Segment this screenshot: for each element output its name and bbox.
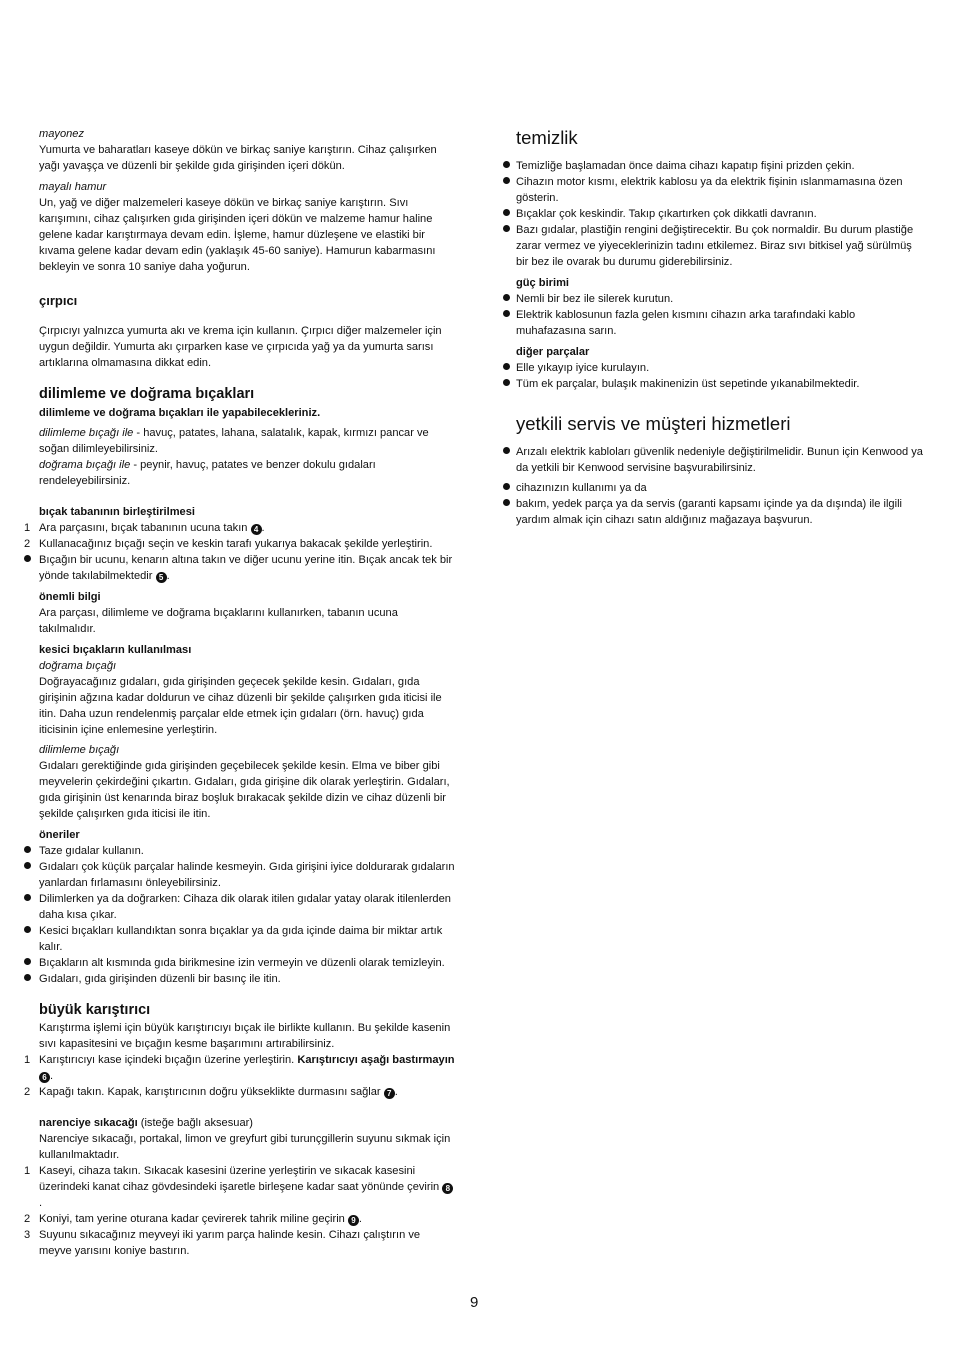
buyuk-text: Karıştırma işlemi için büyük karıştırıcıyı bıçak ile birlikte kullanın. Bu şekilde kasenin sıvı kapasitesini ve bıçağın kesme başarımını artırabilirsiniz. (39, 1022, 451, 1050)
bullet-icon (24, 843, 31, 859)
step-text: Kullanacağınız bıçağı seçin ve keskin tarafı yukarıya bakacak şekilde yerleştirin. (39, 538, 433, 550)
step-text: Kapağı takın. Kapak, karıştırıcının doğru yükseklikte durmasını sağlar (39, 1086, 381, 1098)
oneriler-item (39, 859, 455, 891)
bullet-icon (503, 480, 510, 496)
dograma-text: - peynir, havuç, patates ve benzer dokulu gıdaları rendeleyebilirsiniz. (39, 459, 376, 487)
item-text: cihazınızın kullanımı ya da (516, 482, 647, 494)
temizlik-item (516, 206, 924, 222)
temizlik-item (516, 222, 924, 270)
figure-8-badge: 8 (442, 1183, 453, 1194)
kesici-dograma-title: doğrama bıçağı (39, 660, 117, 672)
bullet-icon (503, 444, 510, 460)
oneriler-item (39, 923, 455, 955)
birlestirme-heading: bıçak tabanının birleştirilmesi (39, 506, 195, 518)
narenciye-text: Narenciye sıkacağı, portakal, limon ve greyfurt gibi turunçgillerin suyunu sıkmak için kullanılmaktadır. (39, 1133, 451, 1161)
figure-6-badge: 6 (39, 1072, 50, 1083)
dilimleme-heading: dilimleme ve doğrama bıçakları (39, 386, 255, 402)
guc-item (516, 291, 924, 307)
step-number: 2 (24, 538, 31, 550)
dilim-label: dilimleme bıçağı ile (39, 427, 134, 439)
cirpici-heading: çırpıcı (39, 293, 78, 308)
step-number: 3 (24, 1229, 31, 1241)
item-text: Elektrik kablosunun fazla gelen kısmını cihazın arka tarafındaki kablo muhafazasına sarın. (516, 309, 856, 337)
narenciye-heading-title: narenciye sıkacağı (39, 1117, 138, 1129)
dograma-label: doğrama bıçağı ile (39, 459, 131, 471)
kesici-dilim-title: dilimleme bıçağı (39, 744, 120, 756)
step-text: Ara parçasını, bıçak tabanının ucuna takın (39, 522, 248, 534)
item-text: Cihazın motor kısmı, elektrik kablosu ya da elektrik fişinin ıslanmamasına özen gösterin. (516, 176, 903, 204)
guc-item (516, 307, 924, 339)
onemli-text: Ara parçası, dilimleme ve doğrama bıçaklarını kullanırken, tabanın ucuna takılmalıdır. (39, 607, 398, 635)
bullet-icon (24, 859, 31, 875)
oneriler-item (39, 843, 455, 859)
servis-item (516, 444, 924, 476)
step-number: 2 (24, 1213, 31, 1225)
birlestirme-bullet: Bıçağın bir ucunu, kenarın altına takın ve diğer ucunu yerine itin. Bıçak ancak tek bir yönde takılabilmektedir 5 . (39, 552, 455, 584)
diger-heading: diğer parçalar (516, 346, 590, 358)
bullet-icon (24, 923, 31, 939)
birlestirme-step-2 (24, 536, 455, 552)
narenciye-step-3 (24, 1227, 455, 1259)
item-text: Bazı gıdalar, plastiğin rengini değiştirecektir. Bu çok normaldir. Bu durum plastiğe zarar vermez ve yiyeceklerinizin tadını etkilemez. Biraz sıvı bitkisel yağ sürülmüş bir bez ile ovarak bu durumu giderebilirsiniz. (516, 224, 914, 268)
bullet-icon (503, 376, 510, 392)
figure-9-badge: 9 (348, 1215, 359, 1226)
servis-heading: yetkili servis ve müşteri hizmetleri (516, 413, 791, 434)
bullet-icon (503, 158, 510, 174)
kesici-heading: kesici bıçakların kullanılması (39, 644, 192, 656)
step-number: 2 (24, 1086, 31, 1098)
item-text: Elle yıkayıp iyice kurulayın. (516, 362, 650, 374)
page-number: 9 (470, 1294, 479, 1311)
buyuk-heading: büyük karıştırıcı (39, 1002, 151, 1018)
figure-7-badge: 7 (384, 1088, 395, 1099)
item-text: Nemli bir bez ile silerek kurutun. (516, 293, 674, 305)
birlestirme-step-1: 1 Ara parçasını, bıçak tabanının ucuna takın 4 . (24, 522, 265, 534)
item-text: Taze gıdalar kullanın. (39, 845, 144, 857)
step-warning: Karıştırıcıyı aşağı bastırmayın (297, 1054, 455, 1066)
item-text: Dilimlerken ya da doğrarken: Cihaza dik olarak itilen gıdalar yatay olarak itilenlerden daha kısa çıkar. (39, 893, 451, 921)
item-text: Tüm ek parçalar, bulaşık makinenizin üst sepetinde yıkanabilmektedir. (516, 378, 860, 390)
bullet-icon (503, 174, 510, 190)
step-number: 1 (24, 1054, 31, 1066)
dilimleme-desc (39, 425, 455, 457)
bullet-icon (503, 360, 510, 376)
step-number: 1 (24, 1165, 31, 1177)
oneriler-item (39, 891, 455, 923)
servis-item (516, 480, 924, 496)
figure-5-badge: 5 (156, 572, 167, 583)
item-text: bakım, yedek parça ya da servis (garanti kapsamı içinde ya da dışında) ile ilgili yardım almak için cihazı satın aldığınız mağazaya başvurun. (516, 498, 903, 526)
temizlik-heading: temizlik (516, 127, 578, 148)
bullet-icon (503, 291, 510, 307)
diger-item (516, 360, 924, 376)
buyuk-step-1: 1 Karıştırıcıyı kase içindeki bıçağın üzerine yerleştirin. Karıştırıcıyı aşağı bastırmayın 6 . (24, 1054, 455, 1082)
mayonez-text: Yumurta ve baharatları kaseye dökün ve birkaç saniye karıştırın. Cihaz çalışırken yağı yavaşça ve düzenli bir şekilde gıda girişinden içeri dökün. (39, 144, 437, 172)
mayali-hamur-title: mayalı hamur (39, 181, 107, 193)
diger-item (516, 376, 924, 392)
buyuk-step-2: 2 Kapağı takın. Kapak, karıştırıcının doğru yükseklikte durmasını sağlar 7 . (24, 1086, 398, 1098)
cirpici-text: Çırpıcıyı yalnızca yumurta akı ve krema için kullanın. Çırpıcı diğer malzemeler için uygun değildir. Yumurta akı çırparken kase ve çırpıcıda yağ ya da yumurta sarısı artıklarına olmamasına dikkat edin. (39, 325, 442, 369)
bullet-icon (503, 496, 510, 512)
temizlik-item (516, 174, 924, 206)
temizlik-item (516, 158, 924, 174)
step-text: Karıştırıcıyı kase içindeki bıçağın üzerine yerleştirin. (39, 1054, 298, 1066)
dilim-text: - havuç, patates, lahana, salatalık, kapak, kırmızı pancar ve soğan dilimleyebilirsiniz. (39, 427, 429, 455)
item-text: Arızalı elektrik kabloları güvenlik nedeniyle değiştirilmelidir. Bunun için Kenwood ya da yetkili bir Kenwood servisine başvurabilirsiniz. (516, 446, 923, 474)
bullet-icon (503, 206, 510, 222)
narenciye-heading-note: (isteğe bağlı aksesuar) (137, 1117, 253, 1129)
servis-item (516, 496, 924, 528)
dograma-desc (39, 457, 455, 489)
item-text: Bıçaklar çok keskindir. Takıp çıkartırken çok dikkatli davranın. (516, 208, 817, 220)
figure-4-badge: 4 (251, 524, 262, 535)
item-text: Gıdaları, gıda girişinden düzenli bir basınç ile itin. (39, 973, 281, 985)
bullet-icon (503, 307, 510, 323)
oneriler-item (39, 971, 455, 987)
step-text: Suyunu sıkacağınız meyveyi iki yarım parça halinde kesin. Cihazı çalıştırın ve meyve yarısını koniye bastırın. (39, 1229, 421, 1257)
item-text: Gıdaları çok küçük parçalar halinde kesmeyin. Gıda girişini iyice doldurarak gıdaların yanlardan fırlamasını önleyebilirsiniz. (39, 861, 455, 889)
item-text: Temizliğe başlamadan önce daima cihazı kapatıp fişini prizden çekin. (516, 160, 855, 172)
kesici-dograma-text: Doğrayacağınız gıdaları, gıda girişinden geçecek şekilde kesin. Gıdaları, gıda girişinin ağzına kadar doldurun ve cihaz düzenli bir şekilde çalışırken gıda iticisi ile itin. Daha uzun rendelenmiş parçalar elde etmek için gıdaları (örn. havuç) gıda iticisinin içine enlemesine yerleştirin. (39, 676, 442, 736)
bullet-icon (24, 955, 31, 971)
mayali-hamur-text: Un, yağ ve diğer malzemeleri kaseye dökün ve birkaç saniye karıştırın. Sıvı karışımını, cihaz çalışırken gıda girişinden içeri dökün ve malzeme hamur haline gelene kadar karıştırmaya devam edin. İşleme, hamur düzleşene ve elastiki bir kıvama gelene kadar devam edin (yaklaşık 45-60 saniye). Hamurun kabarmasını bekleyin ve sonra 10 saniye daha yoğurun. (39, 197, 436, 273)
dilimleme-subheading: dilimleme ve doğrama bıçakları ile yapabilecekleriniz. (39, 407, 321, 419)
guc-heading: güç birimi (516, 277, 570, 289)
onemli-heading: önemli bilgi (39, 591, 101, 603)
narenciye-step-2: 2 Koniyi, tam yerine oturana kadar çevirerek tahrik miline geçirin 9 . (24, 1213, 363, 1225)
oneriler-heading: öneriler (39, 829, 80, 841)
bullet-icon (24, 891, 31, 907)
left-column (24, 126, 455, 1259)
right-column (516, 126, 924, 528)
narenciye-step-1: 1 Kaseyi, cihaza takın. Sıkacak kasesini üzerine yerleştirin ve sıkacak kasesini üzerindeki kanat cihaz gövdesindeki işaretle birleşene kadar saat yönünde çevirin 8. (39, 1163, 455, 1211)
step-number: 1 (24, 522, 31, 534)
kesici-dilim-text: Gıdaları gerektiğinde gıda girişinden geçebilecek şekilde kesin. Elma ve biber gibi meyvelerin çekirdeğini çıkartın. Gıdaları, gıda girişine dik olarak yerleştirin. Gıdaları, gıda girişinin üst kenarında biraz boşluk bırakacak şekilde dizin ve cihaz düzenli bir şekilde çalışırken gıda iticisi ile itin. (39, 760, 450, 820)
step-text: Kaseyi, cihaza takın. Sıkacak kasesini üzerine yerleştirin ve sıkacak kasesini üzerindeki kanat cihaz gövdesindeki işaretle birleşene kadar saat yönünde çevirin (39, 1165, 440, 1193)
bullet-icon (503, 222, 510, 238)
mayonez-title: mayonez (39, 128, 85, 140)
item-text: Kesici bıçakları kullandıktan sonra bıçaklar ya da gıda içinde daima bir miktar artık kalır. (39, 925, 443, 953)
bullet-icon (24, 552, 31, 568)
oneriler-item (39, 955, 455, 971)
step-text: Koniyi, tam yerine oturana kadar çevirerek tahrik miline geçirin (39, 1213, 345, 1225)
narenciye-heading (39, 1115, 455, 1131)
bullet-icon (24, 971, 31, 987)
step-text: Bıçağın bir ucunu, kenarın altına takın ve diğer ucunu yerine itin. Bıçak ancak tek bir yönde takılabilmektedir (39, 554, 453, 582)
item-text: Bıçakların alt kısmında gıda birikmesine izin vermeyin ve düzenli olarak temizleyin. (39, 957, 445, 969)
